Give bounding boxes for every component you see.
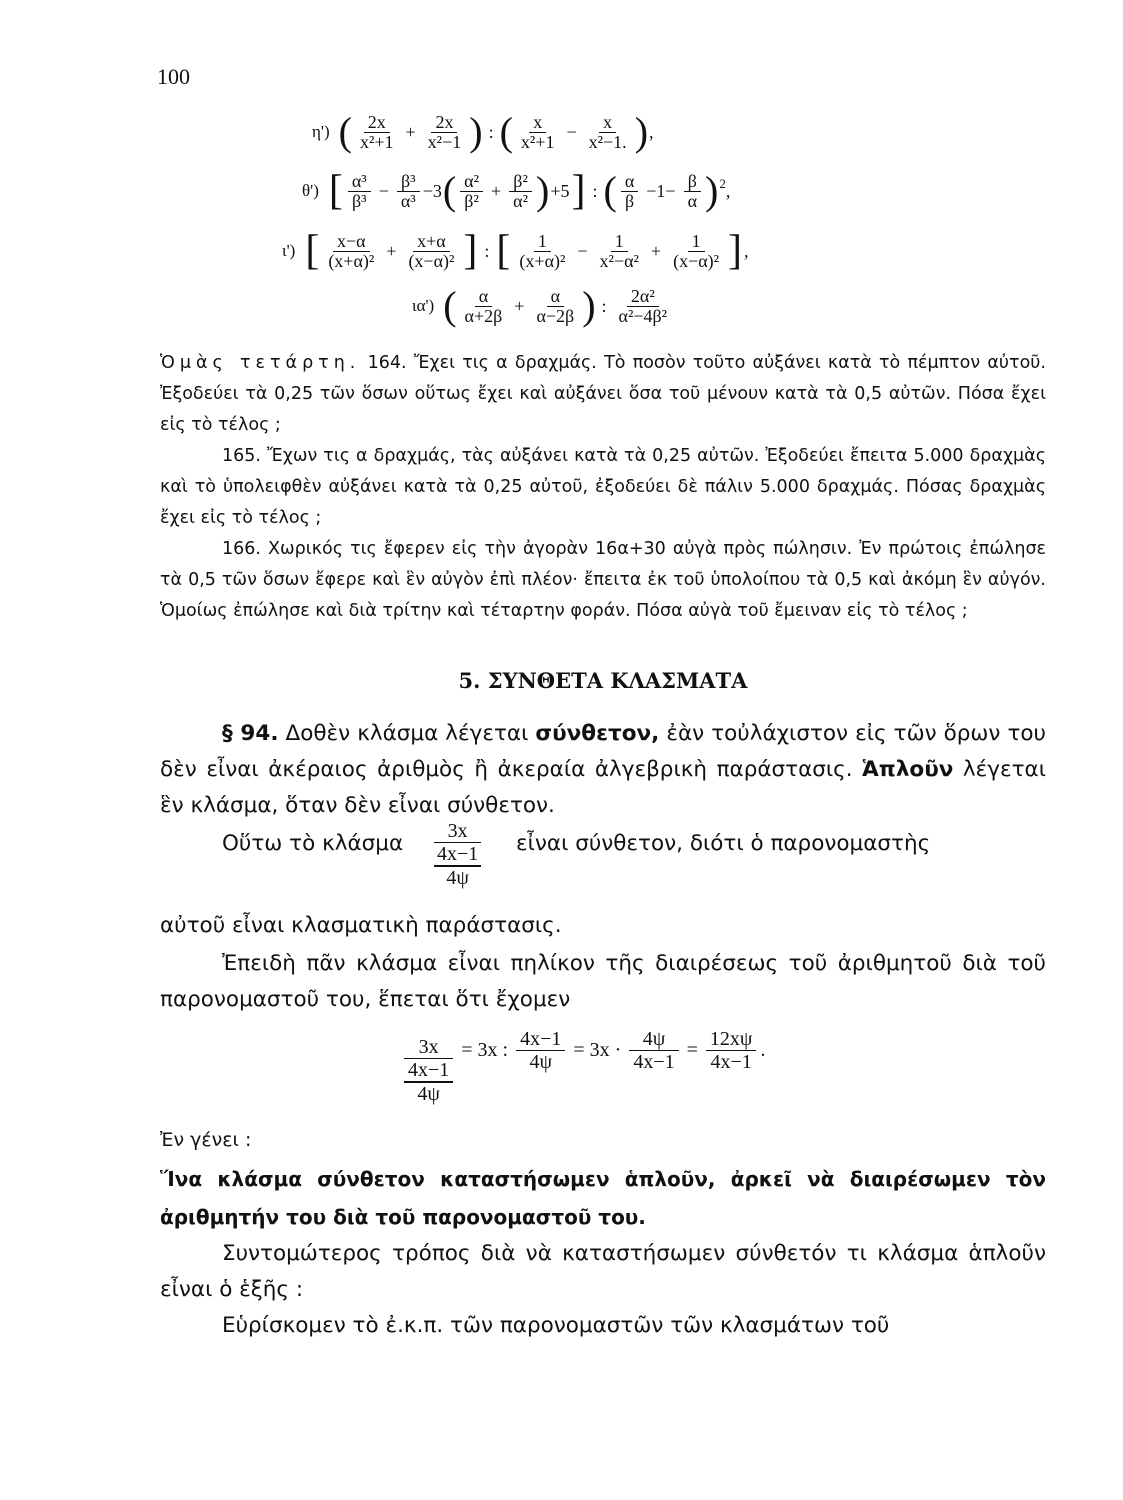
fraction: 4ψ 4x−1 xyxy=(629,1028,678,1073)
fraction: $\frac{\alpha}{\alpha-2\beta}$ xyxy=(536,285,575,326)
exercise-ia: ια') ( $\frac{\alpha}{\alpha+2\beta}$ + $\frac{\alpha}{\alpha-2\beta}$ ) : $\frac{\text{2α²}}{\text{α²−4β²}}$ xyxy=(412,286,674,326)
in-general-label: Ἐν γένει : xyxy=(160,1129,252,1151)
exercise-label: η') xyxy=(312,122,330,141)
exercise-theta: θ') [ $\frac{\text{α³}}{\text{β³}}$ − $\frac{\text{β³}}{\text{α³}}$ −3 ( $\frac{\text{α²}}{\text{β²}}$ + $\frac{\text{β²}}{\text{α²}}$ ) +5 ] : ( $\frac{\alpha}{\beta}$ −1− $\frac{\beta}{\alpha}$ ) $^2$ , xyxy=(302,168,731,214)
fraction: $\frac{\text{2α²}}{\text{α²−4β²}}$ xyxy=(618,285,668,326)
fraction: $\frac{x}{\text{x²+1}}$ xyxy=(520,111,555,152)
compound-fraction-example: 3x 4x−1 4ψ xyxy=(434,820,481,889)
quotient-paragraph: Ἐπειδὴ πᾶν κλάσμα εἶναι πηλίκον τῆς διαιρέσεως τοῦ ἀριθμητοῦ διὰ τοῦ παρονομαστοῦ του, ἕπεται ὅτι ἔχομεν xyxy=(160,951,1046,1012)
fraction: $\frac{\beta}{\alpha}$ xyxy=(684,172,701,211)
section-body xyxy=(160,716,1046,824)
exercise-iota: ι') [ $\frac{x-\alpha}{\text{(x+α)²}}$ + $\frac{x+\alpha}{\text{(x−α)²}}$ ] : [ $\frac{1}{\text{(x+α)²}}$ − $\frac{1}{\text{x²−α²}}$ + $\frac{1}{\text{(x−α)²}}$ ] , xyxy=(282,228,749,274)
group-label: Ὁμὰς τετάρτη. xyxy=(160,353,361,373)
fraction: $\frac{x+\alpha}{\text{(x−α)²}}$ xyxy=(408,230,455,271)
fraction: $\frac{\alpha}{\beta}$ xyxy=(621,172,638,211)
page-number: 100 xyxy=(157,64,190,89)
definition-paragraph: § 94. Δοθὲν κλάσμα λέγεται σύνθετον, ἐὰν τοὐλάχιστον εἰς τῶν ὅρων του δὲν εἶναι ἀκέραιος ἀριθμὸς ἢ ἀκεραία ἀλγεβρικὴ παράστασις. Ἁπλοῦν λέγεται ἓν κλάσμα, ὅταν δὲν εἶναι σύνθετον. xyxy=(160,721,1046,818)
fraction: $\frac{\text{β³}}{\text{α³}}$ xyxy=(397,172,420,211)
example-line-1-tail: εἶναι σύνθετον, διότι ὁ παρονομαστὴς xyxy=(516,831,931,856)
fraction: $\frac{1}{\text{(x+α)²}}$ xyxy=(519,230,566,271)
exercise-label: θ') xyxy=(302,181,319,200)
fraction: $\frac{1}{\text{(x−α)²}}$ xyxy=(673,230,720,271)
fraction: $\frac{\text{α³}}{\text{β³}}$ xyxy=(348,172,371,211)
fraction: $\frac{\alpha}{\alpha+2\beta}$ xyxy=(464,285,503,326)
section-mark: § 94. xyxy=(222,721,279,746)
equation: 3x 4x−1 4ψ = 3x : 4x−1 4ψ = 3x · 4ψ 4x−1 = 12xψ 4x−1 . xyxy=(400,1036,765,1105)
rule-statement: Ἵνα κλάσμα σύνθετον καταστήσωμεν ἁπλοῦν, ἀρκεῖ νὰ διαιρέσωμεν τὸν ἀριθμητήν του διὰ τοῦ παρονομαστοῦ του. xyxy=(160,1167,1046,1229)
fraction: $\frac{1}{\text{x²−α²}}$ xyxy=(599,230,639,271)
shortcut-paragraph: Συντομώτερος τρόπος διὰ νὰ καταστήσωμεν σύνθετόν τι κλάσμα ἁπλοῦν εἶναι ὁ ἑξῆς : Εὑρίσκομεν τὸ ἐ.κ.π. τῶν παρονομαστῶν τῶν κλασμάτων τοῦ xyxy=(160,1241,1046,1338)
exercises-text xyxy=(160,348,1046,627)
fraction: 12xψ 4x−1 xyxy=(706,1028,757,1073)
exercise-label: ι') xyxy=(282,241,296,260)
fraction: $\frac{x}{\text{x²−1.}}$ xyxy=(588,111,627,152)
exercise-label: ια') xyxy=(412,296,435,315)
fraction: 4x−1 4ψ xyxy=(516,1028,565,1073)
section-heading: 5. ΣΥΝΘΕΤΑ ΚΛΑΣΜΑΤΑ xyxy=(458,668,748,693)
example-line-1: Οὕτω τὸ κλάσμα xyxy=(222,831,404,856)
fraction: $\frac{\text{α²}}{\text{β²}}$ xyxy=(460,172,483,211)
exercise-165: 165. Ἔχων τις α δραχμάς, τὰς αὐξάνει κατὰ τὰ 0,25 αὐτῶν. Ἐξοδεύει ἔπειτα 5.000 δραχμὰς καὶ τὸ ὑπολειφθὲν αὐξάνει κατὰ τὰ 0,25 αὐτοῦ, ἐξοδεύει δὲ πάλιν 5.000 δραχμάς. Πόσας δραχμὰς ἔχει εἰς τὸ τέλος ; xyxy=(160,446,1046,528)
example-line-2: αὐτοῦ εἶναι κλασματικὴ παράστασις. xyxy=(160,913,562,938)
fraction: $\frac{2x}{\text{x²−1}}$ xyxy=(427,111,462,152)
exercise-eta: η') ( $\frac{2x}{\text{x²+1}}$ + $\frac{2x}{\text{x²−1}}$ ) : ( $\frac{x}{\text{x²+1}}$ − $\frac{x}{\text{x²−1.}}$ ) , xyxy=(312,109,654,154)
fraction: $\frac{x-\alpha}{\text{(x+α)²}}$ xyxy=(328,230,375,271)
compound-fraction: 3x 4x−1 4ψ xyxy=(404,1036,453,1105)
exercise-166: 166. Χωρικός τις ἔφερεν εἰς τὴν ἀγορὰν 16α+30 αὐγὰ πρὸς πώλησιν. Ἐν πρώτοις ἐπώλησε τὰ 0,5 τῶν ὅσων ἔφερε καὶ ἓν αὐγὸν ἐπὶ πλέον· ἔπειτα ἐκ τοῦ ὑπολοίπου τὰ 0,5 καὶ ἀκόμη ἓν αὐγόν. Ὁμοίως ἐπώλησε καὶ διὰ τρίτην καὶ τέταρτην φοράν. Πόσα αὐγὰ τοῦ ἔμειναν εἰς τὸ τέλος ; xyxy=(160,539,1046,621)
fraction: $\frac{\text{β²}}{\text{α²}}$ xyxy=(509,172,532,211)
exercise-164: Ὁμὰς τετάρτη. 164. Ἔχει τις α δραχμάς. Τὸ ποσὸν τοῦτο αὐξάνει κατὰ τὸ πέμπτον αὐτοῦ. Ἐξοδεύει τὰ 0,25 τῶν ὅσων οὕτως ἔχει καὶ αὐξάνει ὅσα τοῦ μένουν κατὰ τὰ 0,5 αὐτῶν. Πόσα ἔχει εἰς τὸ τέλος ; xyxy=(160,353,1046,435)
fraction: $\frac{2x}{\text{x²+1}}$ xyxy=(359,111,394,152)
